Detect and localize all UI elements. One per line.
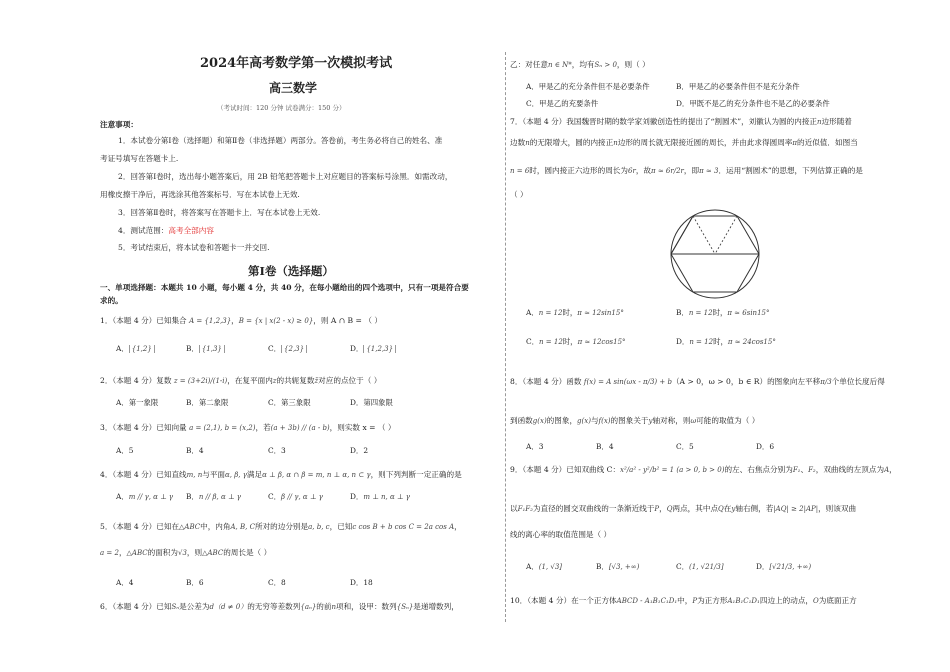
exam-info: （考试时间：120 分钟 试卷满分：150 分） [217, 104, 346, 112]
question-7-line1: 7．（本题 4 分）我国魏晋时期的数学家刘徽创造性的提出了“割圆术”，刘徽认为圆的内接正n边形随着 [510, 117, 852, 126]
radius-dashed-2 [715, 216, 737, 254]
notice-heading: 注意事项： [100, 120, 138, 129]
q3-option-b[interactable]: B．4 [186, 446, 204, 455]
question-2-stem: 2．（本题 4 分）复数 z = (3+2i)/(1-i)，在复平面内z的共轭复数z̄对应的点位于（ ） [100, 376, 382, 385]
q6-option-d[interactable]: D．甲既不是乙的充分条件也不是乙的必要条件 [676, 99, 830, 108]
notice-item-1a: 1．本试卷分第Ⅰ卷（选择题）和第Ⅱ卷（非选择题）两部分。答卷前，考生务必将自己的姓名、准 [118, 136, 443, 145]
question-3-stem: 3．（本题 4 分）已知向量 a = (2,1), b = (x,2)，若(a + 3b) // (a - b)，则实数 x = （ ） [100, 423, 396, 432]
exam-title: 2024年高考数学第一次模拟考试 [200, 56, 393, 71]
question-7-line3: n = 6时，圆内接正六边形的周长为6r，故π ≈ 6r/2r，即π ≈ 3．运用“割圆术”的思想，下列估算正确的是 [510, 166, 863, 175]
hexagon-edge [671, 216, 693, 254]
q7-option-b[interactable]: B．n = 12时，π ≈ 6sin15° [676, 308, 770, 317]
question-6-line2: 乙：对任意n ∈ N*，均有Sₙ > 0，则（ ） [510, 60, 650, 69]
question-7-line2: 边数n的无限增大，圆的内接正n边形的周长就无限接近圆的周长，并由此求得圆周率π的近似值．如图当 [510, 138, 858, 147]
section-instr-1: 一、单项选择题：本题共 10 小题，每小题 4 分，共 40 分，在每小题给出的四个选项中，只有一项是符合要 [100, 283, 469, 292]
q2-option-d[interactable]: D．第四象限 [350, 398, 393, 407]
notice-item-3: 3．回答第Ⅱ卷时，将答案写在答题卡上．写在本试卷上无效. [118, 208, 321, 217]
q3-option-c[interactable]: C．3 [268, 446, 286, 455]
q7-option-a[interactable]: A．n = 12时，π ≈ 12sin15° [526, 308, 624, 317]
q5-option-d[interactable]: D．18 [350, 578, 373, 587]
q6-option-a[interactable]: A．甲是乙的充分条件但不是必要条件 [526, 82, 650, 91]
question-5-line2: a = 2，△ABC的面积为√3，则△ABC的周长是（ ） [100, 548, 272, 557]
q2-option-c[interactable]: C．第三象限 [268, 398, 311, 407]
question-8-line2: 到函数g(x)的图象，g(x)与f(x)的图象关于y轴对称，则ω可能的取值为（ ） [510, 416, 760, 425]
radius-dashed-1 [693, 216, 715, 254]
hexagon-figure [665, 204, 765, 304]
q2-option-a[interactable]: A．第一象限 [116, 398, 159, 407]
question-10-stem: 10．（本题 4 分）在一个正方体ABCD - A₁B₁C₁D₁中，P为正方形A₁B₁C₁D₁四边上的动点，O为底面正方 [510, 596, 857, 605]
notice-item-4: 4．测试范围：高考全部内容 [118, 226, 214, 235]
q8-option-a[interactable]: A．3 [526, 442, 544, 451]
q1-option-d[interactable]: D． {1,2,3} [350, 344, 396, 354]
notice-item-5: 5．考试结束后，将本试卷和答题卡一并交回. [118, 243, 270, 252]
q5-option-a[interactable]: A．4 [116, 578, 134, 587]
question-4-stem: 4．（本题 4 分）已知直线m, n与平面α, β, γ满足α ⊥ β, α ∩ β = m, n ⊥ α, n ⊂ γ，则下列判断一定正确的是 [100, 470, 462, 479]
question-6-stem: 6．（本题 4 分）已知Sₙ是公差为d（d ≠ 0）的无穷等差数列{aₙ}的前n项和，设甲：数列{Sₙ}是递增数列， [100, 602, 459, 611]
q8-option-d[interactable]: D．6 [756, 442, 775, 451]
q6-option-c[interactable]: C．甲是乙的充要条件 [526, 99, 599, 108]
question-9-line3: 线的离心率的取值范围是（ ） [510, 530, 612, 539]
test-scope: 高考全部内容 [168, 226, 214, 235]
notice-item-2a: 2．回答第Ⅰ卷时，选出每小题答案后，用 2B 铅笔把答题卡上对应题目的答案标号涂黑．如需改动， [118, 172, 453, 181]
q1-option-b[interactable]: B． {1,3} [186, 344, 225, 354]
q9-option-c[interactable]: C．(1, √21/3] [676, 562, 724, 571]
exam-subtitle: 高三数学 [269, 81, 318, 95]
q4-option-c[interactable]: C．β // γ, α ⊥ γ [268, 492, 323, 501]
question-9-stem: 9．（本题 4 分）已知双曲线 C：x²/a² - y²/b² = 1 (a > 0, b > 0)的左、右焦点分别为F₁、F₂，双曲线的左顶点为A， [510, 465, 897, 474]
q4-option-b[interactable]: B．n // β, α ⊥ γ [186, 492, 241, 501]
section-title: 第Ⅰ卷（选择题） [248, 264, 334, 278]
q9-option-d[interactable]: D．[√21/3, +∞) [756, 562, 812, 571]
q4-option-a[interactable]: A．m // γ, α ⊥ γ [116, 492, 174, 501]
question-8-stem: 8．（本题 4 分）函数 f(x) = A sin(ωx - π/3) + b（A > 0，ω > 0，b ∈ R）的图象向左平移π/3个单位长度后得 [510, 377, 885, 386]
section-instr-2: 求的。 [100, 296, 123, 305]
q2-option-b[interactable]: B．第二象限 [186, 398, 229, 407]
q5-option-b[interactable]: B．6 [186, 578, 204, 587]
q9-option-a[interactable]: A．(1, √3] [526, 562, 563, 571]
question-9-line2: 以F₁F₂为直径的圆交双曲线的一条渐近线于P，Q两点，其中点Q在y轴右侧，若|AQ| ≥ 2|AP|，则该双曲 [510, 504, 857, 513]
notice-item-1b: 考证号填写在答题卡上. [100, 154, 179, 163]
q8-option-c[interactable]: C．5 [676, 442, 694, 451]
q3-option-a[interactable]: A．5 [116, 446, 134, 455]
q8-option-b[interactable]: B．4 [596, 442, 614, 451]
q4-option-d[interactable]: D．m ⊥ n, α ⊥ γ [350, 492, 410, 501]
q7-option-c[interactable]: C．n = 12时，π ≈ 12cos15° [526, 337, 626, 346]
q5-option-c[interactable]: C．8 [268, 578, 286, 587]
question-5-stem: 5．（本题 4 分）已知在△ABC中，内角A, B, C所对的边分别是a, b, c，已知c cos B + b cos C = 2a cos A， [100, 522, 462, 531]
question-7-line4: （ ） [510, 190, 528, 199]
question-1-stem: 1．（本题 4 分）已知集合 A = {1,2,3}，B = {x | x(2 - x) ≥ 0}，则 A ∩ B = （ ） [100, 316, 382, 325]
column-divider [505, 52, 506, 622]
q1-option-a[interactable]: A． {1,2} [116, 344, 155, 354]
notice-item-2b: 用橡皮擦干净后，再选涂其他答案标号．写在本试卷上无效. [100, 190, 300, 199]
q7-option-d[interactable]: D．n = 12时，π ≈ 24cos15° [676, 337, 776, 346]
q6-option-b[interactable]: B．甲是乙的必要条件但不是充分条件 [676, 82, 800, 91]
q9-option-b[interactable]: B．[√3, +∞) [596, 562, 640, 571]
q3-option-d[interactable]: D．2 [350, 446, 369, 455]
q1-option-c[interactable]: C． {2,3} [268, 344, 307, 354]
